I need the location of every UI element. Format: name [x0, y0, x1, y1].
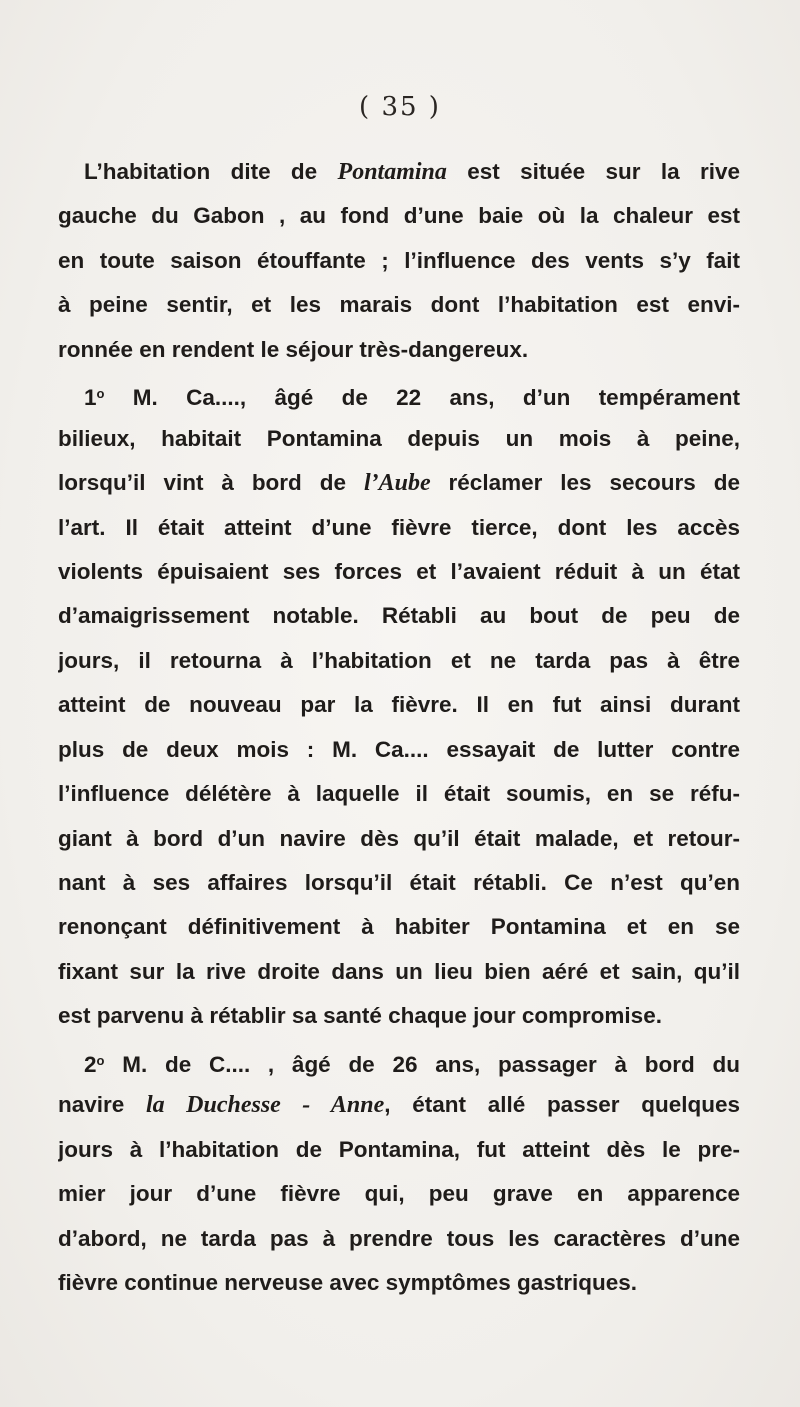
text-line: ronnée en rendent le séjour très-dangereux.: [58, 336, 529, 362]
text-line: lorsqu’il vint à bord de l’Aube réclamer les secours de: [58, 470, 740, 497]
text-line: plus de deux mois : M. Ca.... essayait de lutter contre: [58, 736, 740, 762]
text-line: nant à ses affaires lorsqu’il était rétabli. Ce n’est qu’en: [58, 870, 740, 895]
text-line: fièvre continue nerveuse avec symptômes gastriques.: [58, 1269, 637, 1295]
text-line: renonçant définitivement à habiter Pontamina et en se: [58, 914, 740, 940]
text-line: en toute saison étouffante ; l’influence des vents s’y fait: [58, 247, 740, 273]
page-number: ( 35 ): [359, 92, 441, 122]
text-line: 2$^o$ M. de C.... , âgé de 26 ans, passager à bord du: [84, 1051, 740, 1077]
text-line: bilieux, habitait Pontamina depuis un mois à peine,: [58, 425, 740, 451]
text-line: fixant sur la rive droite dans un lieu bien aéré et sain, qu’il: [58, 958, 740, 984]
text-line: navire la Duchesse - Anne, étant allé passer quelques: [58, 1092, 740, 1119]
body-text: [58, 150, 740, 1305]
text-line: d’abord, ne tarda pas à prendre tous les caractères d’une: [58, 1225, 740, 1251]
text-line: jours à l’habitation de Pontamina, fut atteint dès le pre-: [58, 1136, 740, 1162]
text-line: d’amaigrissement notable. Rétabli au bout de peu de: [58, 603, 740, 629]
text-line: L’habitation dite de Pontamina est située sur la rive: [84, 159, 740, 185]
text-line: à peine sentir, et les marais dont l’habitation est envi-: [58, 292, 740, 318]
text-line: gauche du Gabon , au fond d’une baie où la chaleur est: [58, 203, 740, 229]
text-line: jours, il retourna à l’habitation et ne tarda pas à être: [58, 647, 740, 673]
text-line: 1$^o$ M. Ca...., âgé de 22 ans, d’un tempérament: [84, 385, 740, 411]
text-line: l’influence délétère à laquelle il était soumis, en se réfu-: [58, 781, 740, 807]
text-line: violents épuisaient ses forces et l’avaient réduit à un état: [58, 558, 740, 584]
text-line: mier jour d’une fièvre qui, peu grave en apparence: [58, 1181, 740, 1207]
text-line: est parvenu à rétablir sa santé chaque jour compromise.: [58, 1003, 662, 1029]
text-line: l’art. Il était atteint d’une fièvre tierce, dont les accès: [58, 514, 740, 540]
text-line: atteint de nouveau par la fièvre. Il en fut ainsi durant: [58, 692, 740, 718]
text-line: giant à bord d’un navire dès qu’il était malade, et retour-: [58, 825, 740, 851]
